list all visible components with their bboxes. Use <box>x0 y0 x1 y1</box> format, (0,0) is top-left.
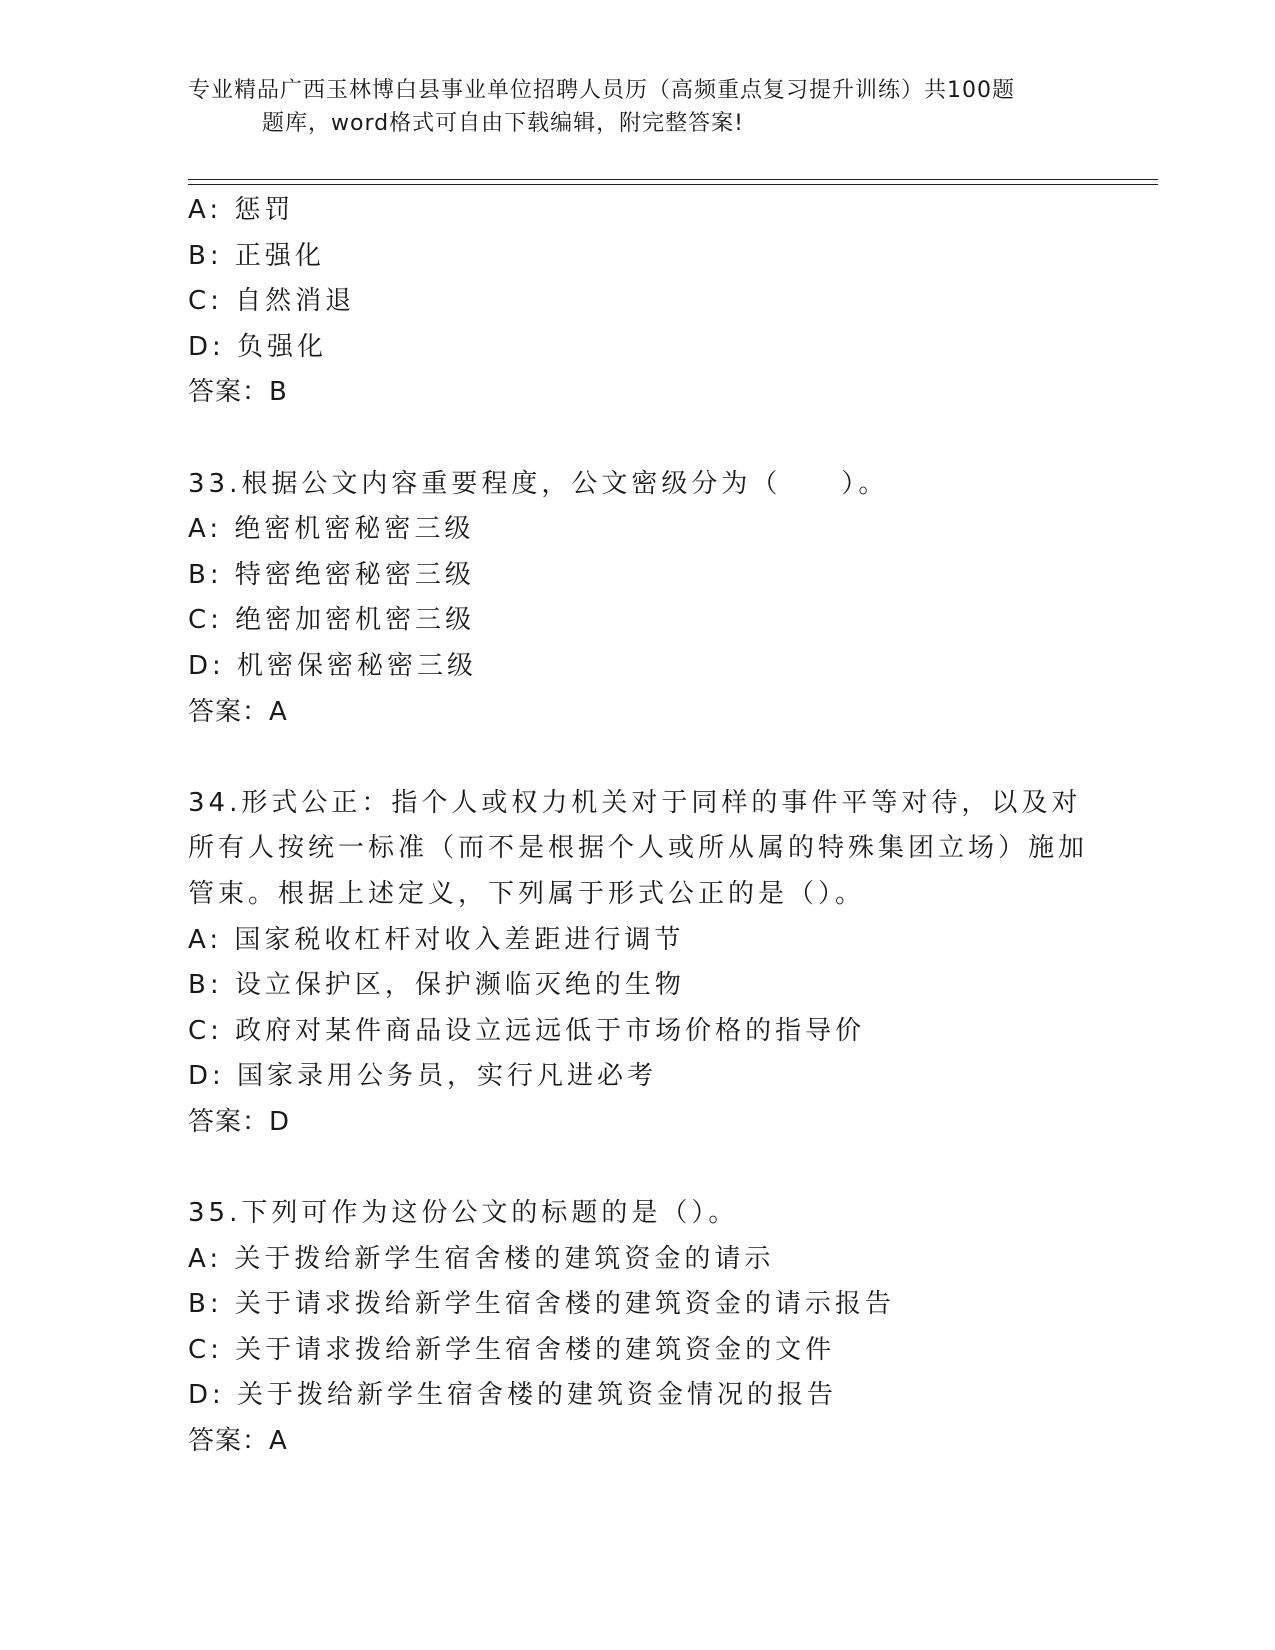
answer: 答案：D <box>188 1106 291 1137</box>
spacer <box>188 1145 1088 1191</box>
option-b: B: 设立保护区，保护濒临灭绝的生物 <box>188 970 685 1001</box>
option-a: A: 关于拨给新学生宿舍楼的建筑资金的请示 <box>188 1243 775 1274</box>
question-text: 34.形式公正：指个人或权力机关对于同样的事件平等对待，以及对所有人按统一标准（而不是根据个人或所从属的特殊集团立场）施加管束。根据上述定义，下列属于形式公正的是（）。 <box>188 787 1089 909</box>
answer: 答案：A <box>188 1426 288 1457</box>
option-d: D: 关于拨给新学生宿舍楼的建筑资金情况的报告 <box>188 1380 838 1411</box>
answer: 答案：A <box>188 696 288 727</box>
question-34-block <box>188 781 1088 1146</box>
option-c: C: 自然消退 <box>188 286 356 317</box>
header-title-line1: 专业精品广西玉林博白县事业单位招聘人员历（高频重点复习提升训练）共100题 <box>188 78 1015 103</box>
header-title-line2: 题库，word格式可自由下载编辑，附完整答案! <box>262 111 744 136</box>
question-text: 35.下列可作为这份公文的标题的是（）。 <box>188 1198 739 1229</box>
spacer <box>188 416 1088 462</box>
page-header <box>188 74 1088 140</box>
document-body <box>188 188 1088 1465</box>
option-d: D: 国家录用公务员，实行凡进必考 <box>188 1061 658 1092</box>
option-b: B: 特密绝密秘密三级 <box>188 559 475 590</box>
question-35-block <box>188 1191 1088 1465</box>
prev-question-block <box>188 188 1088 416</box>
option-a: A: 国家税收杠杆对收入差距进行调节 <box>188 924 685 955</box>
option-b: B: 正强化 <box>188 240 325 271</box>
option-c: C: 绝密加密机密三级 <box>188 605 476 636</box>
header-divider <box>188 179 1158 185</box>
question-33-block <box>188 462 1088 736</box>
option-c: C: 关于请求拨给新学生宿舍楼的建筑资金的文件 <box>188 1334 836 1365</box>
question-text: 33.根据公文内容重要程度，公文密级分为（ ）。 <box>188 468 889 499</box>
option-a: A: 惩罚 <box>188 195 295 225</box>
spacer <box>188 735 1088 781</box>
option-c: C: 政府对某件商品设立远远低于市场价格的指导价 <box>188 1015 866 1046</box>
option-b: B: 关于请求拨给新学生宿舍楼的建筑资金的请示报告 <box>188 1289 895 1320</box>
answer: 答案：B <box>188 377 288 408</box>
option-a: A: 绝密机密秘密三级 <box>188 514 475 545</box>
option-d: D: 机密保密秘密三级 <box>188 650 478 681</box>
option-d: D: 负强化 <box>188 331 328 362</box>
